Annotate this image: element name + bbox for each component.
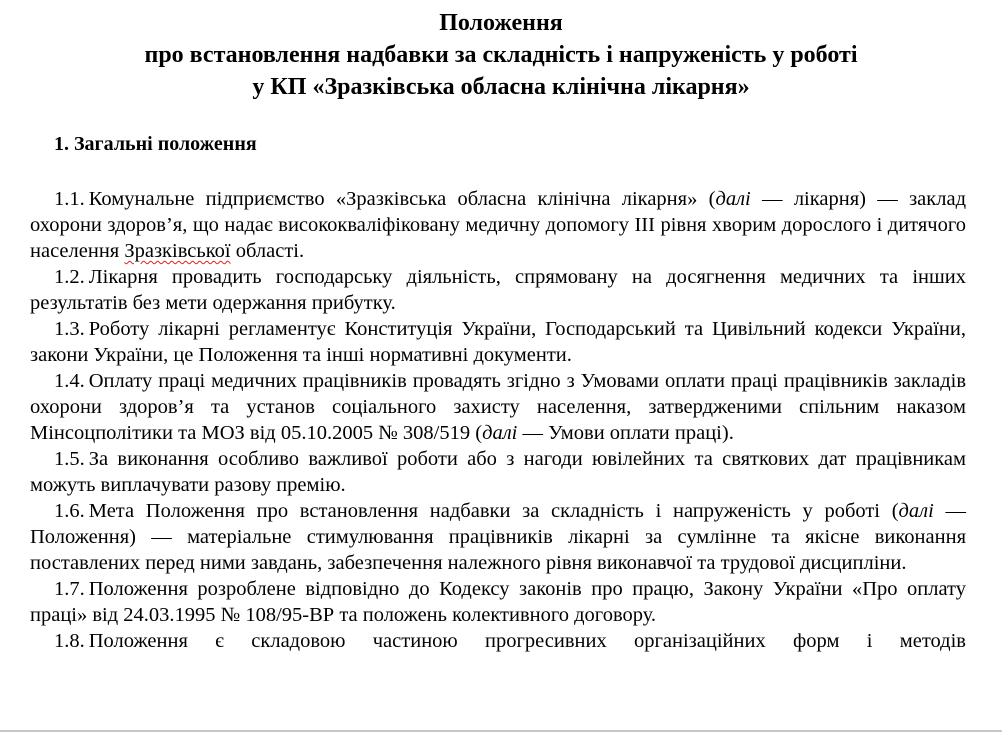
document-title	[0, 7, 1002, 103]
paragraph-text: Положення є складовою частиною прогресивних організаційних форм і методів	[88, 630, 966, 652]
paragraph-number: 1.5.	[54, 448, 85, 470]
paragraph-text: Мета Положення про встановлення надбавки за складність і напруженість у роботі (	[88, 500, 899, 522]
paragraph-1-5	[30, 446, 966, 498]
paragraph-text: Роботу лікарні регламентує Конституція України, Господарський та Цивільний кодекси України, закони України, це Положення та інші нормативні документи.	[30, 318, 966, 366]
paragraph-number: 1.8.	[54, 630, 85, 652]
paragraph-text: — лікарня) — заклад охорони здоров’я, що надає висококваліфіковану медичну допомогу ІІІ рівня хворим дорослого і дитячого населення	[30, 188, 966, 262]
paragraph-number: 1.3.	[54, 318, 85, 340]
spellcheck-flagged-word[interactable]: Зразківської	[124, 240, 231, 262]
paragraph-text: Оплату праці медичних працівників провадять згідно з Умовами оплати праці працівників закладів охорони здоров’я та установ соціального захисту населення, затвердженими спільним наказом Мінсоцполітики та МОЗ від 05.10.2005 № 308/519 (	[30, 370, 966, 444]
paragraph-text: Лікарня провадить господарську діяльність, спрямовану на досягнення медичних та інших результатів без мети одержання прибутку.	[30, 266, 966, 314]
paragraph-1-2	[30, 264, 966, 316]
paragraph-text: За виконання особливо важливої роботи або з нагоди ювілейних та святкових дат працівникам можуть виплачувати разову премію.	[30, 448, 966, 496]
title-line: у КП «Зразківська обласна клінічна лікарня»	[252, 74, 750, 100]
italic-term: далі	[482, 422, 518, 444]
document-body	[30, 186, 966, 654]
paragraph-text: області.	[230, 240, 305, 262]
paragraph-number: 1.2.	[54, 266, 85, 288]
section-heading: 1. Загальні положення	[54, 133, 257, 155]
paragraph-number: 1.1.	[54, 188, 85, 210]
paragraph-1-6	[30, 498, 966, 576]
paragraph-1-7	[30, 576, 966, 628]
paragraph-text: Комунальне підприємство «Зразківська обласна клінічна лікарня» (	[88, 188, 716, 210]
title-line: про встановлення надбавки за складність і напруженість у роботі	[144, 42, 858, 68]
paragraph-number: 1.4.	[54, 370, 85, 392]
paragraph-1-3	[30, 316, 966, 368]
title-line: Положення	[439, 10, 563, 36]
paragraph-1-8	[30, 628, 966, 654]
italic-term: далі	[715, 188, 751, 210]
paragraph-text: — Умови оплати праці).	[517, 422, 734, 444]
paragraph-1-4	[30, 368, 966, 446]
paragraph-text: Положення розроблене відповідно до Кодексу законів про працю, Закону України «Про оплату праці» від 24.03.1995 № 108/95-ВР та положень колективного договору.	[30, 578, 966, 626]
paragraph-1-1	[30, 186, 966, 264]
paragraph-number: 1.6.	[54, 500, 85, 522]
italic-term: далі	[898, 500, 934, 522]
paragraph-text: — Положення) — матеріальне стимулювання працівників лікарні за сумлінне та якісне виконання поставлених перед ними завдань, забезпечення належного рівня виконавчої та трудової дисципліни.	[30, 500, 967, 574]
paragraph-number: 1.7.	[54, 578, 85, 600]
